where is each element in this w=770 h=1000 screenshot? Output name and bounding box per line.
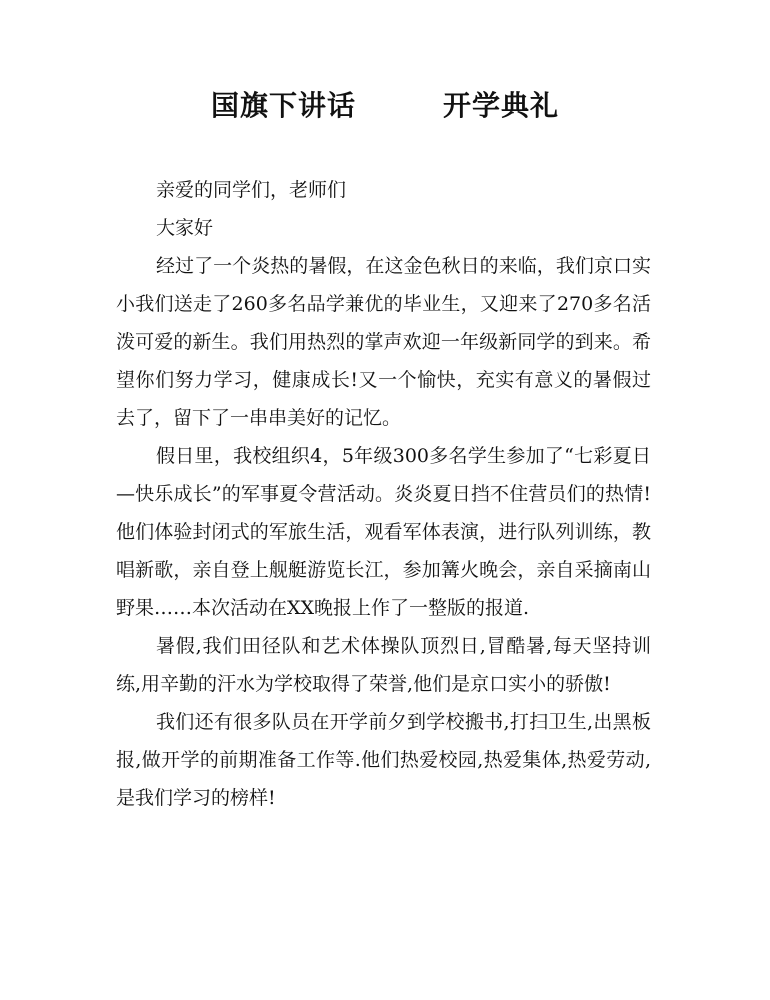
paragraph: 假日里，我校组织4，5年级300多名学生参加了“七彩夏日—快乐成长”的军事夏令营活动。炎炎夏日挡不住营员们的热情!他们体验封闭式的军旅生活，观看军体表演，进行队列训练，教唱新歌，亲自登上舰艇游览长江，参加篝火晚会，亲自采摘南山野果……本次活动在XX晚报上作了一整版的报道. <box>116 445 651 619</box>
salutation-line: 亲爱的同学们，老师们 <box>156 179 347 201</box>
paragraph: 经过了一个炎热的暑假，在这金色秋日的来临，我们京口实小我们送走了260多名品学兼优的毕业生，又迎来了270多名活泼可爱的新生。我们用热烈的掌声欢迎一年级新同学的到来。希望你们努力学习，健康成长!又一个愉快，充实有意义的暑假过去了，留下了一串串美好的记忆。 <box>116 255 651 429</box>
document-title: 国旗下讲话 开学典礼 <box>210 89 559 122</box>
paragraph: 我们还有很多队员在开学前夕到学校搬书,打扫卫生,出黑板报,做开学的前期准备工作等.他们热爱校园,热爱集体,热爱劳动,是我们学习的榜样! <box>116 711 651 809</box>
document-body <box>116 171 651 817</box>
paragraph: 暑假,我们田径队和艺术体操队顶烈日,冒酷暑,每天坚持训练,用辛勤的汗水为学校取得了荣誉,他们是京口实小的骄傲! <box>116 635 651 695</box>
greeting-line: 大家好 <box>156 217 214 239</box>
